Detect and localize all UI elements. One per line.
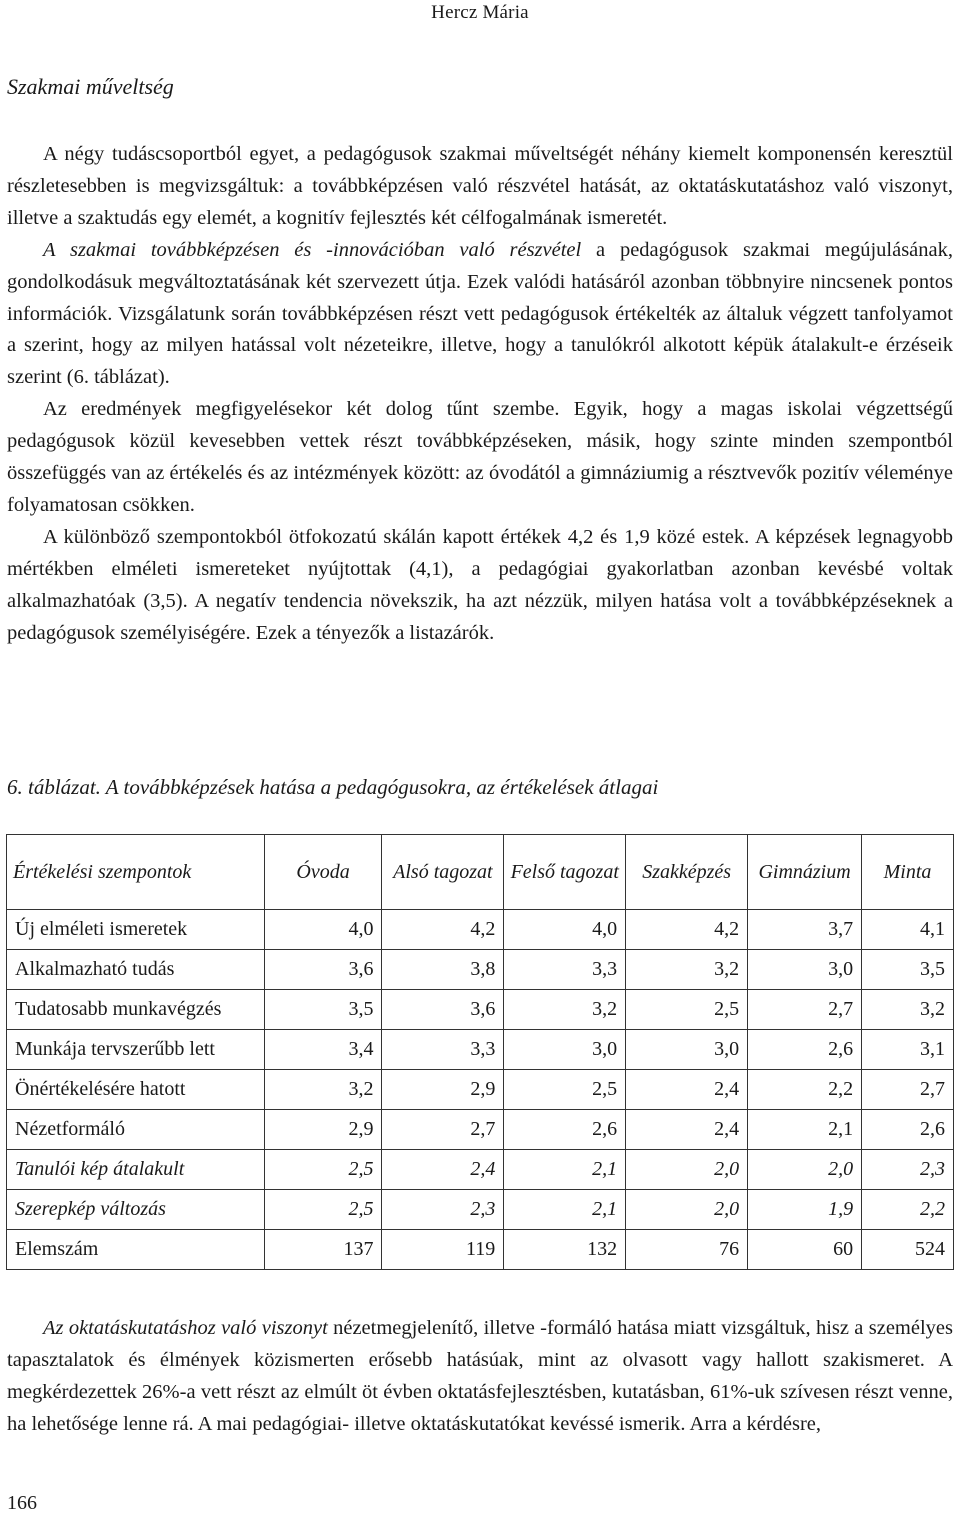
table-caption [7, 775, 658, 800]
cell: 132 [504, 1230, 626, 1270]
section-title: Szakmai műveltség [7, 74, 174, 99]
table-row [7, 910, 954, 950]
cell: 4,0 [264, 910, 382, 950]
paragraph-4: A különböző szempontokból ötfokozatú skálán kapott értékek 4,2 és 1,9 közé estek. A képzések legnagyobb mértékben elméleti ismereteket nyújtottak (4,1), a pedagógiai gyakorlatban azonban kevésbé voltak alkalmazhatóak (3,5). A negatív tendencia növekszik, ha azt nézzük, milyen hatása volt a továbbképzéseknek a pedagógusok személyiségére. Ezek a tényezők a listazárók. [7, 525, 953, 644]
cell: 76 [626, 1230, 748, 1270]
cell: 2,4 [626, 1070, 748, 1110]
cell: 3,0 [626, 1030, 748, 1070]
table-header-row [7, 835, 954, 910]
cell: 137 [264, 1230, 382, 1270]
cell: 3,2 [862, 990, 954, 1030]
row-label: Nézetformáló [7, 1110, 265, 1150]
row-label: Önértékelésére hatott [7, 1070, 265, 1110]
cell: 2,5 [264, 1190, 382, 1230]
cell: 2,6 [504, 1110, 626, 1150]
cell: 1,9 [748, 1190, 862, 1230]
table-row [7, 1230, 954, 1270]
table-row [7, 950, 954, 990]
cell: 2,9 [382, 1070, 504, 1110]
cell: 2,0 [748, 1150, 862, 1190]
cell: 4,0 [504, 910, 626, 950]
cell: 3,6 [382, 990, 504, 1030]
header-minta: Minta [862, 835, 954, 910]
row-label: Elemszám [7, 1230, 265, 1270]
cell: 4,2 [382, 910, 504, 950]
row-label: Alkalmazható tudás [7, 950, 265, 990]
cell: 2,6 [862, 1110, 954, 1150]
paragraph-2 [7, 235, 953, 395]
cell: 119 [382, 1230, 504, 1270]
paragraph-5-rest: nézetmegjelenítő, illetve -formáló hatása miatt vizsgáltuk, hisz a személyes tapasztalatok és élmények közismerten erősebb hatásúak, mint az olvasott vagy hallott szakismeret. A megkérdezettek 26%-a vett részt az elmúlt öt évben oktatásfejlesztésben, kutatásban, 61%-uk szívesen részt venne, ha lehetősége lenne rá. A mai pedagógiai- illetve oktatáskutatókat kevéssé ismerik. Arra a kérdésre, [7, 1317, 953, 1435]
cell: 3,3 [504, 950, 626, 990]
cell: 3,0 [748, 950, 862, 990]
cell: 3,6 [264, 950, 382, 990]
cell: 2,7 [382, 1110, 504, 1150]
cell: 2,9 [264, 1110, 382, 1150]
table-row [7, 990, 954, 1030]
cell: 2,5 [626, 990, 748, 1030]
cell: 2,1 [748, 1110, 862, 1150]
row-label: Szerepkép változás [7, 1190, 265, 1230]
cell: 2,3 [862, 1150, 954, 1190]
row-label: Munkája tervszerűbb lett [7, 1030, 265, 1070]
table-caption-text: A továbbképzések hatása a pedagógusokra, az értékelések átlagai [100, 775, 659, 799]
header-szakkepzes: Szakképzés [626, 835, 748, 910]
paragraph-5-lead: Az oktatáskutatáshoz való viszonyt [43, 1317, 328, 1339]
header-also-tagozat: Alsó tagozat [382, 835, 504, 910]
body-text-top [7, 139, 953, 650]
cell: 2,1 [504, 1190, 626, 1230]
cell: 3,1 [862, 1030, 954, 1070]
cell: 2,0 [626, 1150, 748, 1190]
page-number: 166 [7, 1492, 37, 1514]
table-row [7, 1190, 954, 1230]
header-gimnazium: Gimnázium [748, 835, 862, 910]
table-row [7, 1030, 954, 1070]
cell: 2,6 [748, 1030, 862, 1070]
cell: 2,5 [264, 1150, 382, 1190]
cell: 524 [862, 1230, 954, 1270]
data-table [6, 834, 954, 1270]
body-text-bottom [7, 1313, 953, 1441]
paragraph-3: Az eredmények megfigyelésekor két dolog tűnt szembe. Egyik, hogy a magas iskolai végzettségű pedagógusok közül kevesebben vettek részt továbbképzéseken, másik, hogy szinte minden szempontból összefüggés van az értékelés és az intézmények között: az óvodától a gimnáziumig a résztvevők pozitív véleménye folyamatosan csökken. [7, 398, 953, 516]
cell: 2,2 [862, 1190, 954, 1230]
cell: 3,0 [504, 1030, 626, 1070]
cell: 60 [748, 1230, 862, 1270]
cell: 2,4 [626, 1110, 748, 1150]
cell: 2,0 [626, 1190, 748, 1230]
paragraph-2-lead: A szakmai továbbképzésen és -innovációban való részvétel [43, 238, 582, 261]
cell: 2,7 [748, 990, 862, 1030]
table-row [7, 1150, 954, 1190]
cell: 2,3 [382, 1190, 504, 1230]
table-row [7, 1110, 954, 1150]
row-label: Tudatosabb munkavégzés [7, 990, 265, 1030]
row-label: Tanulói kép átalakult [7, 1150, 265, 1190]
running-header: Hercz Mária [431, 2, 529, 23]
paragraph-2-rest: a pedagógusok szakmai megújulásának, gondolkodásuk megváltoztatásának két szervezett útja. Ezek valódi hatásáról azonban többnyire nincsenek pontos információk. Vizsgálatunk során továbbképzésen részt vett pedagógusok értékelték az általuk végzett tanfolyamot a szerint, hogy az milyen hatással volt nézeteikre, illetve, hogy a tanulókról alkotott képük átalakult-e érzéseik szerint (6. táblázat). [7, 238, 954, 389]
cell: 2,1 [504, 1150, 626, 1190]
cell: 2,2 [748, 1070, 862, 1110]
header-criteria: Értékelési szempontok [7, 835, 265, 910]
cell: 3,2 [264, 1070, 382, 1110]
cell: 4,2 [626, 910, 748, 950]
header-ovoda: Óvoda [264, 835, 382, 910]
cell: 3,8 [382, 950, 504, 990]
cell: 3,4 [264, 1030, 382, 1070]
cell: 3,5 [862, 950, 954, 990]
paragraph-5 [7, 1313, 953, 1441]
row-label: Új elméleti ismeretek [7, 910, 265, 950]
table-row [7, 1070, 954, 1110]
cell: 4,1 [862, 910, 954, 950]
cell: 2,7 [862, 1070, 954, 1110]
table-caption-label: 6. táblázat. [7, 775, 101, 799]
paragraph-1: A négy tudáscsoportból egyet, a pedagógusok szakmai műveltségét néhány kiemelt komponensén keresztül részletesebben is megvizsgáltuk: a továbbképzésen való részvétel hatását, az oktatáskutatáshoz való viszonyt, illetve a szaktudás egy elemét, a kognitív fejlesztés két célfogalmának ismeretét. [7, 143, 953, 229]
cell: 2,4 [382, 1150, 504, 1190]
cell: 3,7 [748, 910, 862, 950]
header-felso-tagozat: Felső tagozat [504, 835, 626, 910]
cell: 3,2 [626, 950, 748, 990]
cell: 3,3 [382, 1030, 504, 1070]
cell: 2,5 [504, 1070, 626, 1110]
cell: 3,5 [264, 990, 382, 1030]
cell: 3,2 [504, 990, 626, 1030]
